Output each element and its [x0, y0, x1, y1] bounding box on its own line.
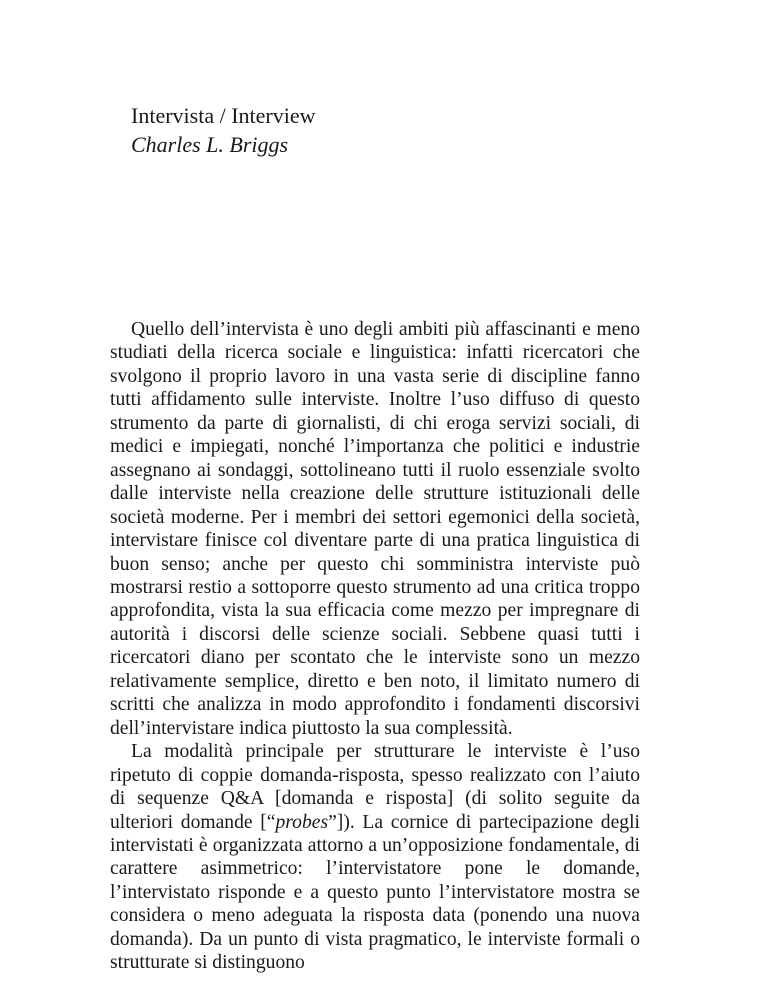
paragraph-2-italic-term: probes — [275, 811, 329, 833]
paragraph-2-start: La modalità principale per strutturare le interviste è l’uso ripetuto di coppie domanda-risposta, spesso realizzato con l’aiuto di sequenze Q&A [domanda e risposta] (di solito seguite da ulteriori domande [“ — [110, 741, 640, 833]
article-header — [131, 101, 316, 159]
paragraph-1: Quello dell’intervista è uno degli ambiti più affascinanti e meno studiati della ricerca sociale e linguistica: infatti ricercatori che svolgono il proprio lavoro in una vasta serie di discipline fanno tutti affidamento sulle interviste. Inoltre l’uso diffuso di questo strumento da parte di giornalisti, di chi eroga servizi sociali, di medici e impiegati, nonché l’importanza che politici e industrie assegnano ai sondaggi, sottolineano tutti il ruolo essenziale svolto dalle interviste nella creazione delle strutture istituzionali delle società moderne. Per i membri dei settori egemonici della società, intervistare finisce col diventare parte di una pratica linguistica di buon senso; anche per questo chi somministra interviste può mostrarsi restio a sottoporre questo strumento ad una critica troppo approfondita, vista la sua efficacia come mezzo per impregnare di autorità i discorsi delle scienze sociali. Sebbene quasi tutti i ricercatori diano per scontato che le interviste sono un mezzo relativamente semplice, diretto e ben noto, il limitato numero di scritti che analizza in modo approfondito i fondamenti discorsivi dell’intervistare indica piuttosto la sua complessità. — [110, 319, 640, 739]
article-title: Intervista / Interview — [131, 103, 316, 128]
article-body — [110, 318, 640, 975]
paragraph-2-end: ”]). La cornice di partecipazione degli intervistati è organizzata attorno a un’opposizione fondamentale, di carattere asimmetrico: l’intervistatore pone le domande, l’intervistato risponde e a questo punto l’intervistatore mostra se considera o meno adeguata la risposta data (ponendo una nuova domanda). Da un punto di vista pragmatico, le interviste formali o strutturate si distinguono — [110, 811, 640, 974]
paragraph-2 — [110, 740, 640, 975]
article-author: Charles L. Briggs — [131, 132, 289, 157]
